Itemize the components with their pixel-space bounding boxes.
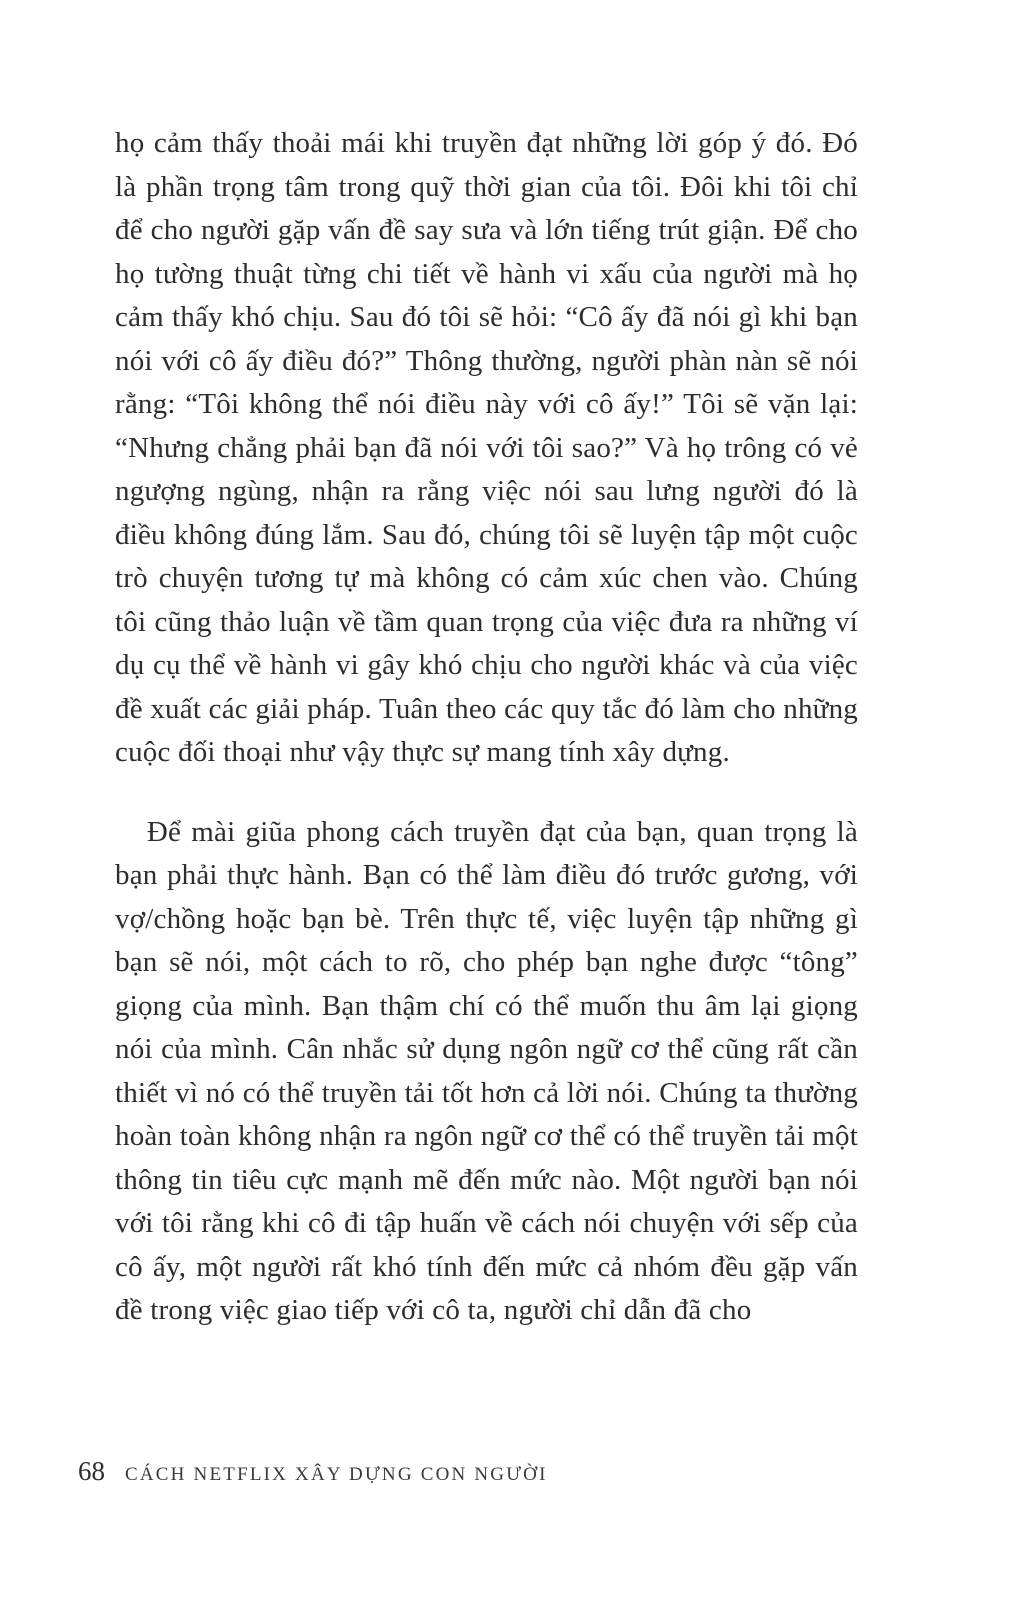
page-number: 68	[78, 1456, 105, 1486]
paragraph-1: họ cảm thấy thoải mái khi truyền đạt những lời góp ý đó. Đó là phần trọng tâm trong quỹ thời gian của tôi. Đôi khi tôi chỉ để cho người gặp vấn đề say sưa và lớn tiếng trút giận. Để cho họ tường thuật từng chi tiết về hành vi xấu của người mà họ cảm thấy khó chịu. Sau đó tôi sẽ hỏi: “Cô ấy đã nói gì khi bạn nói với cô ấy điều đó?” Thông thường, người phàn nàn sẽ nói rằng: “Tôi không thể nói điều này với cô ấy!” Tôi sẽ vặn lại: “Nhưng chẳng phải bạn đã nói với tôi sao?” Và họ trông có vẻ ngượng ngùng, nhận ra rằng việc nói sau lưng người đó là điều không đúng lắm. Sau đó, chúng tôi sẽ luyện tập một cuộc trò chuyện tương tự mà không có cảm xúc chen vào. Chúng tôi cũng thảo luận về tầm quan trọng của việc đưa ra những ví dụ cụ thể về hành vi gây khó chịu cho người khác và của việc đề xuất các giải pháp. Tuân theo các quy tắc đó làm cho những cuộc đối thoại như vậy thực sự mang tính xây dựng.	[115, 127, 858, 768]
page-footer	[78, 1456, 548, 1487]
running-title: CÁCH NETFLIX XÂY DỰNG CON NGƯỜI	[125, 1464, 548, 1485]
page-body	[115, 122, 858, 1333]
paragraph-2: Để mài giũa phong cách truyền đạt của bạn, quan trọng là bạn phải thực hành. Bạn có thể làm điều đó trước gương, với vợ/chồng hoặc bạn bè. Trên thực tế, việc luyện tập những gì bạn sẽ nói, một cách to rõ, cho phép bạn nghe được “tông” giọng của mình. Bạn thậm chí có thể muốn thu âm lại giọng nói của mình. Cân nhắc sử dụng ngôn ngữ cơ thể cũng rất cần thiết vì nó có thể truyền tải tốt hơn cả lời nói. Chúng ta thường hoàn toàn không nhận ra ngôn ngữ cơ thể có thể truyền tải một thông tin tiêu cực mạnh mẽ đến mức nào. Một người bạn nói với tôi rằng khi cô đi tập huấn về cách nói chuyện với sếp của cô ấy, một người rất khó tính đến mức cả nhóm đều gặp vấn đề trong việc giao tiếp với cô ta, người chỉ dẫn đã cho	[115, 815, 858, 1326]
